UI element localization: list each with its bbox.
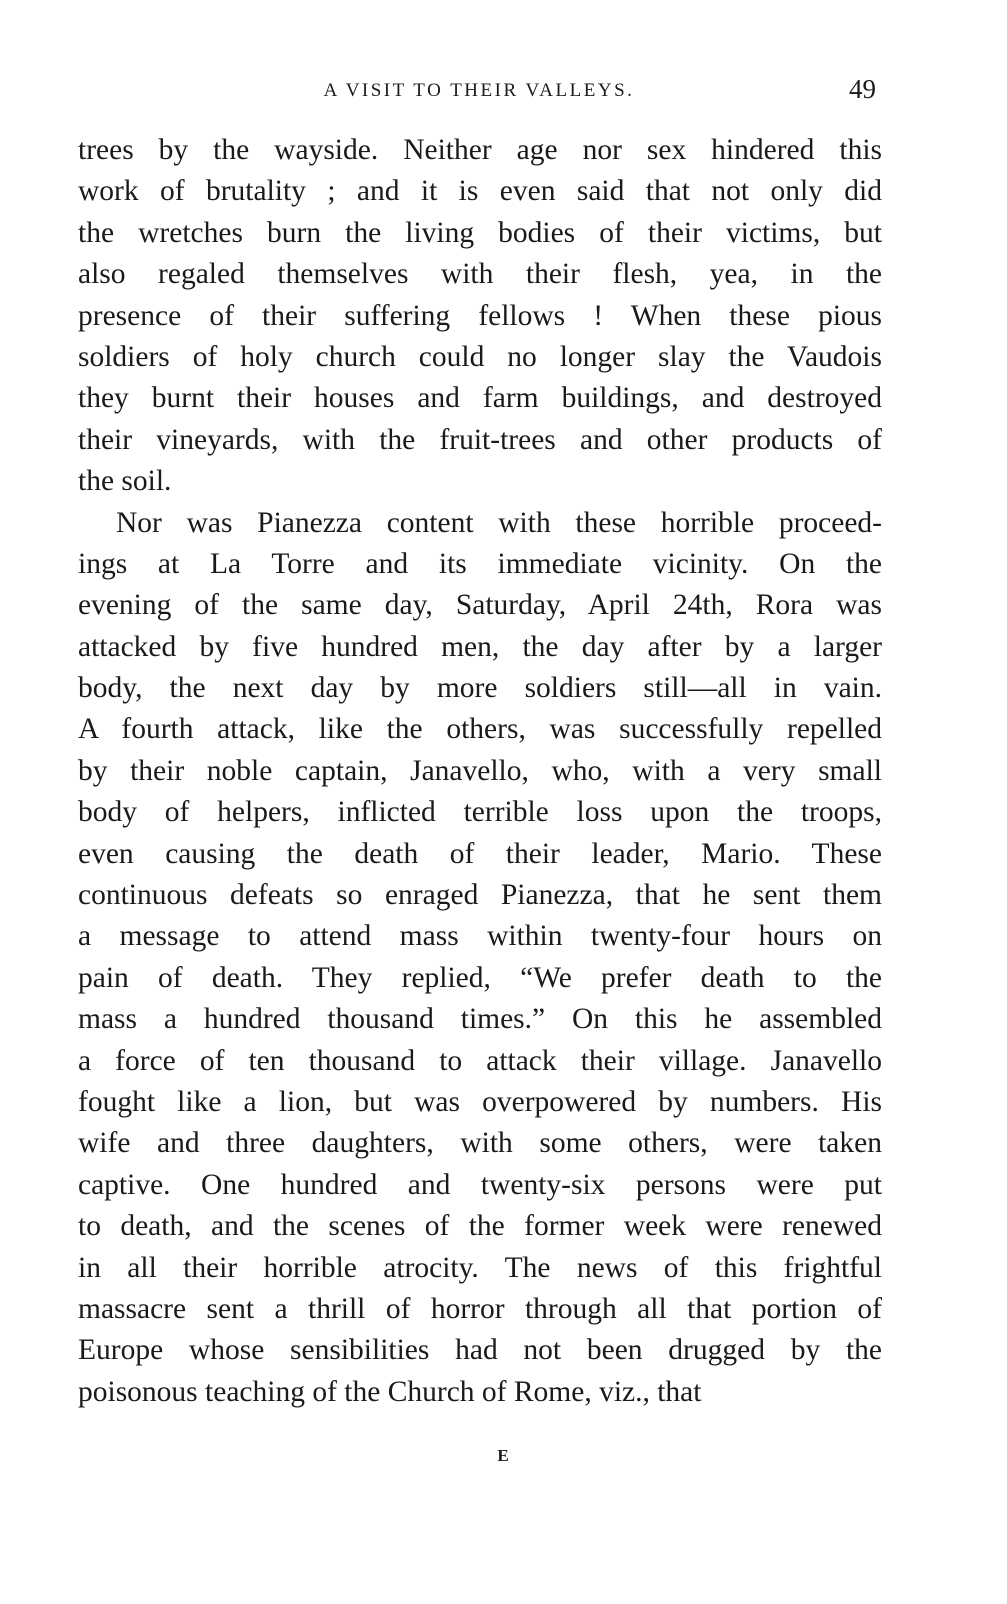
text-line: to death, and the scenes of the former week were renewed bbox=[78, 1210, 882, 1243]
paragraph bbox=[78, 503, 882, 1414]
text-line: body of helpers, inflicted terrible loss upon the troops, bbox=[78, 796, 882, 829]
text-line: Europe whose sensibilities had not been drugged by the bbox=[78, 1334, 882, 1367]
text-line: the wretches burn the living bodies of their victims, but bbox=[78, 216, 882, 249]
text-line: work of brutality ; and it is even said that not only did bbox=[78, 175, 882, 208]
text-line: poisonous teaching of the Church of Rome, viz., that bbox=[78, 1375, 702, 1408]
text-line: fought like a lion, but was overpowered by numbers. His bbox=[78, 1085, 882, 1118]
text-line: even causing the death of their leader, Mario. These bbox=[78, 837, 882, 870]
text-line: in all their horrible atrocity. The news of this frightful bbox=[78, 1251, 882, 1284]
text-line: by their noble captain, Janavello, who, with a very small bbox=[78, 754, 882, 787]
paragraph bbox=[78, 130, 882, 503]
signature-mark: E bbox=[497, 1446, 510, 1465]
text-line: soldiers of holy church could no longer slay the Vaudois bbox=[78, 340, 882, 373]
text-line: body, the next day by more soldiers still—all in vain. bbox=[78, 672, 882, 705]
text-line: also regaled themselves with their flesh, yea, in the bbox=[78, 258, 882, 291]
text-line: a force of ten thousand to attack their village. Janavello bbox=[78, 1044, 882, 1077]
text-line: pain of death. They replied, “We prefer death to the bbox=[78, 961, 882, 994]
running-head bbox=[78, 74, 880, 110]
text-line: ings at La Torre and its immediate vicinity. On the bbox=[78, 547, 882, 580]
running-title: A VISIT TO THEIR VALLEYS. bbox=[323, 80, 635, 101]
text-line: trees by the wayside. Neither age nor sex hindered this bbox=[78, 134, 882, 166]
text-line: captive. One hundred and twenty-six persons were put bbox=[78, 1168, 882, 1201]
text-line: attacked by five hundred men, the day after by a larger bbox=[78, 630, 882, 663]
text-line: their vineyards, with the fruit-trees and other products of bbox=[78, 423, 882, 456]
page-number: 49 bbox=[849, 74, 876, 104]
text-line: Nor was Pianezza content with these horrible proceed- bbox=[116, 506, 882, 539]
body-text bbox=[78, 130, 882, 1413]
text-line: presence of their suffering fellows ! When these pious bbox=[78, 299, 882, 332]
text-line: a message to attend mass within twenty-four hours on bbox=[78, 920, 882, 953]
text-line: they burnt their houses and farm buildings, and destroyed bbox=[78, 382, 882, 415]
text-line: A fourth attack, like the others, was successfully repelled bbox=[78, 713, 882, 746]
text-line: continuous defeats so enraged Pianezza, that he sent them bbox=[78, 879, 882, 912]
text-line: evening of the same day, Saturday, April 24th, Rora was bbox=[78, 589, 882, 622]
text-line: mass a hundred thousand times.” On this he assembled bbox=[78, 1003, 882, 1036]
text-line: the soil. bbox=[78, 465, 172, 498]
text-line: wife and three daughters, with some others, were taken bbox=[78, 1127, 882, 1160]
text-line: massacre sent a thrill of horror through all that portion of bbox=[78, 1292, 882, 1325]
